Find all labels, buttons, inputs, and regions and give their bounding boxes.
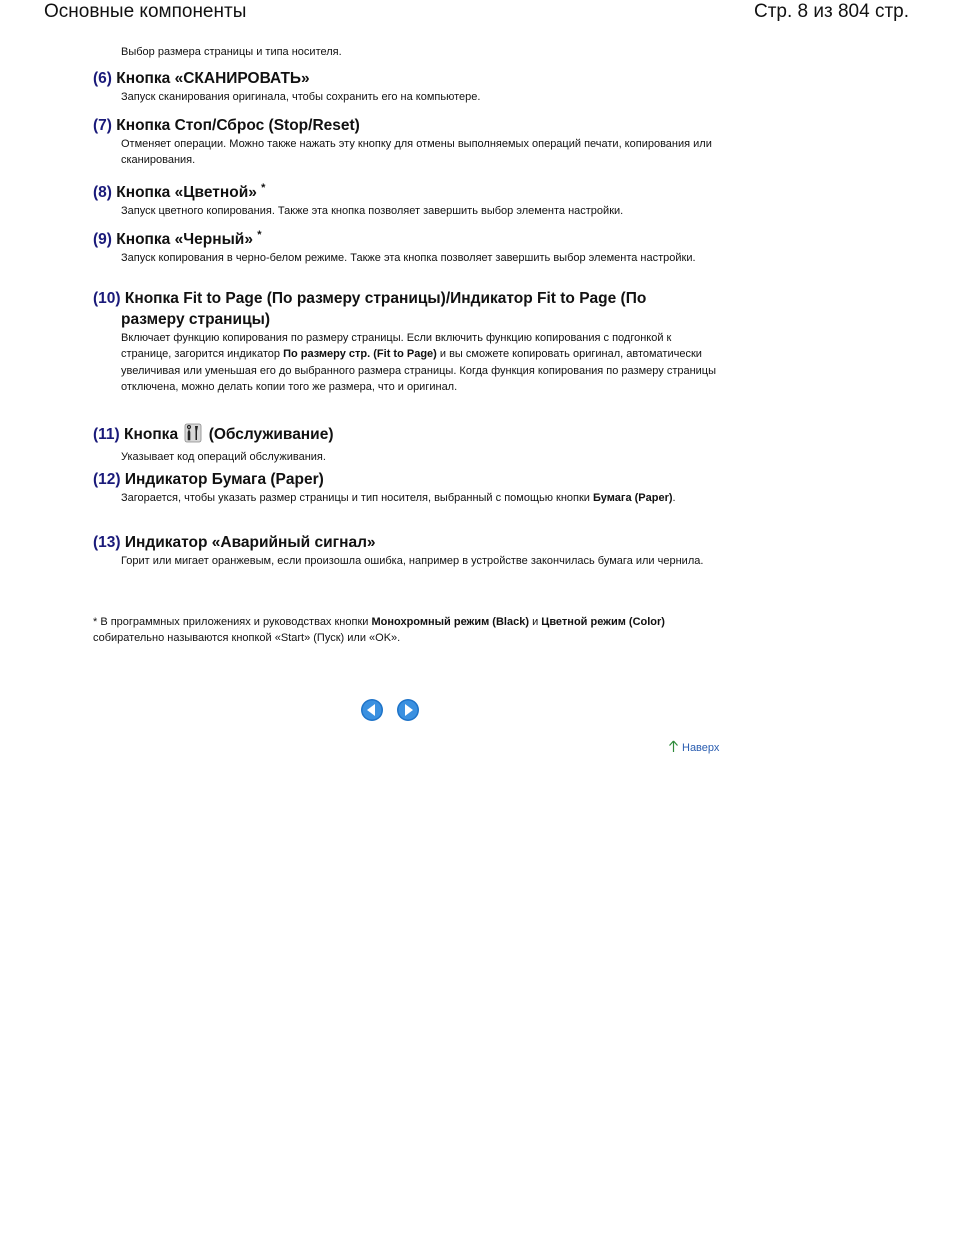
item-title-text: Кнопка «Черный» xyxy=(116,231,253,249)
footnote-text: * В программных приложениях и руководствах кнопки xyxy=(93,616,369,628)
item-title xyxy=(93,115,733,136)
page-counter: Стр. 8 из 804 стр. xyxy=(753,1,909,22)
item-title xyxy=(93,225,733,250)
item-12 xyxy=(93,469,733,506)
previous-page-icon[interactable] xyxy=(360,698,384,722)
item-title xyxy=(93,532,733,553)
footnote-text: собирательно называются кнопкой «Start» (Пуск) или «OK». xyxy=(93,632,401,645)
item-13 xyxy=(93,532,733,569)
item-number: (12) xyxy=(93,471,121,488)
footnote-marker: * xyxy=(257,229,262,241)
item-number: (11) xyxy=(93,426,120,443)
item-title-text: (Обслуживание) xyxy=(208,426,334,443)
item-9 xyxy=(93,225,733,266)
footnote-text: и xyxy=(532,616,539,628)
item-description: Горит или мигает оранжевым, если произошла ошибка, например в устройстве закончилась бумага или чернила. xyxy=(121,555,704,567)
item-title-text: Кнопка xyxy=(124,426,179,443)
item-number: (13) xyxy=(93,534,121,551)
item-number: (7) xyxy=(93,117,112,134)
desc-text: Загорается, чтобы указать размер страницы и тип носителя, выбранный с помощью кнопки xyxy=(121,492,590,504)
back-to-top-link[interactable] xyxy=(668,740,719,756)
item-number: (9) xyxy=(93,231,112,249)
item-title-text: Индикатор «Аварийный сигнал» xyxy=(124,534,376,551)
desc-text: . xyxy=(672,492,676,504)
item-description: Запуск цветного копирования. Также эта кнопка позволяет завершить выбор элемента настройки. xyxy=(121,205,624,218)
desc-text: Включает функцию копирования по размеру страницы. Если включить функцию копирования с подгонкой к странице, загорится индикатор xyxy=(121,332,672,361)
footnote xyxy=(93,614,703,647)
item-title-text: Кнопка Fit to Page (По размеру страницы)/Индикатор Fit to Page (По xyxy=(124,290,647,307)
item-title xyxy=(93,469,733,490)
item-title-text: Индикатор Бумага (Paper) xyxy=(124,471,324,488)
footnote-bold-term: Цветной режим (Color) xyxy=(541,616,665,628)
item-title-text: Кнопка «Цветной» xyxy=(116,184,257,202)
item-description: Запуск копирования в черно-белом режиме. Также эта кнопка позволяет завершить выбор элемента настройки. xyxy=(121,252,696,265)
item-number: (6) xyxy=(93,70,112,87)
item-description xyxy=(121,490,721,506)
up-arrow-icon xyxy=(668,740,679,756)
item-number: (10) xyxy=(93,290,121,307)
item-description: Указывает код операций обслуживания. xyxy=(121,451,326,463)
item-11 xyxy=(93,423,733,465)
footnote-bold-term: Монохромный режим (Black) xyxy=(371,616,529,628)
item-title xyxy=(93,178,733,203)
item-title-continuation: размеру страницы) xyxy=(121,311,270,328)
item-title xyxy=(93,68,733,89)
next-page-icon[interactable] xyxy=(396,698,420,722)
item-title xyxy=(93,288,733,330)
item-6 xyxy=(93,68,733,105)
back-to-top-label[interactable]: Наверх xyxy=(682,742,720,754)
page-title: Основные компоненты xyxy=(44,1,247,22)
page-navigation xyxy=(360,698,420,722)
item-7 xyxy=(93,115,733,169)
footnote-marker: * xyxy=(261,182,266,194)
item-title xyxy=(93,423,733,449)
item-8 xyxy=(93,178,733,219)
item-description: Запуск сканирования оригинала, чтобы сохранить его на компьютере. xyxy=(121,91,481,103)
intro-description: Выбор размера страницы и типа носителя. xyxy=(121,46,342,58)
desc-bold-term: По размеру стр. (Fit to Page) xyxy=(283,348,437,361)
item-title-text: Кнопка «СКАНИРОВАТЬ» xyxy=(116,70,310,87)
item-description xyxy=(121,330,721,395)
maintenance-tools-icon xyxy=(184,423,202,449)
item-10 xyxy=(93,288,733,395)
item-number: (8) xyxy=(93,184,112,202)
desc-bold-term: Бумага (Paper) xyxy=(593,492,673,504)
desc-text: и вы сможете копировать оригинал, автоматически увеличивая или уменьшая его до выбранного размера страницы. Когда функция копирования по размеру страницы отключена, можно делать копии того же размера, что и оригинал. xyxy=(121,348,717,393)
item-title-text: Кнопка Стоп/Сброс (Stop/Reset) xyxy=(116,117,360,134)
item-description: Отменяет операции. Можно также нажать эту кнопку для отмены выполняемых операций печати, копирования или сканирования. xyxy=(121,138,712,167)
